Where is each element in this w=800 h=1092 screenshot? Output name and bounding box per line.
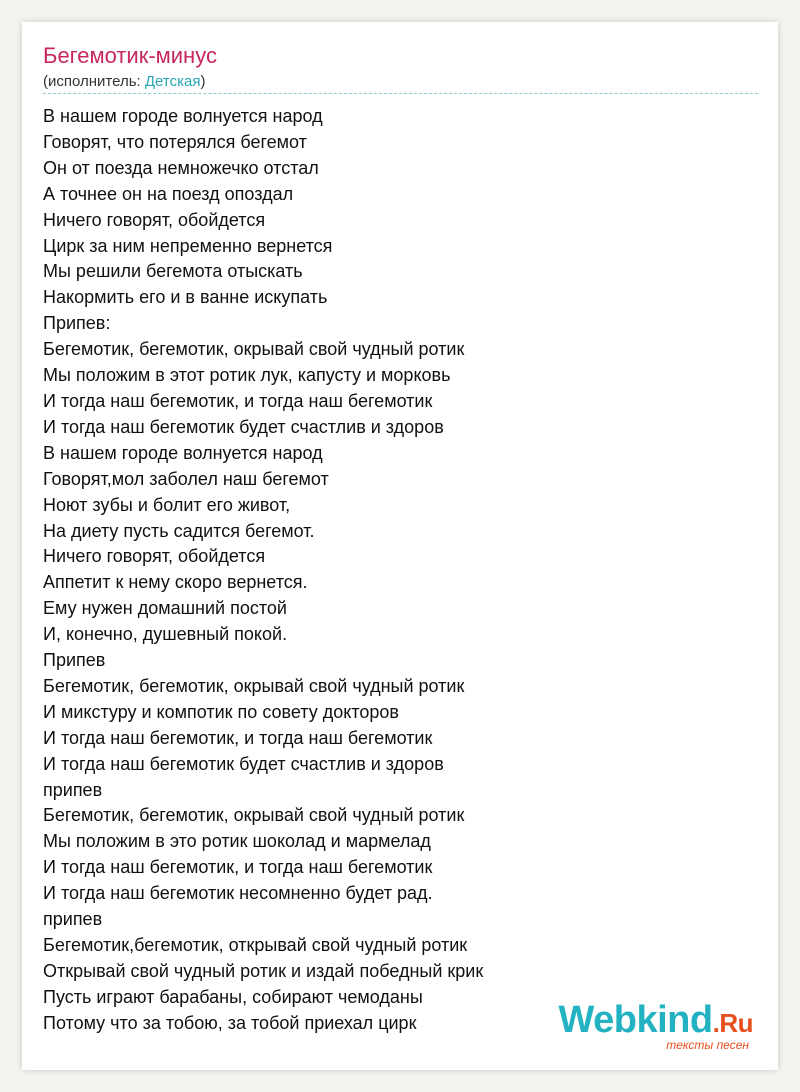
lyrics-list [43, 104, 483, 1037]
lyric-line: припев [43, 779, 103, 800]
lyric-line: Пусть играют барабаны, собирают чемоданы [43, 986, 423, 1007]
logo-wordmark [558, 1001, 753, 1042]
lyric-line: И тогда наш бегемотик, и тогда наш бегемотик [43, 727, 433, 748]
logo-tld: .Ru [712, 1008, 753, 1038]
lyric-line: В нашем городе волнуется народ [43, 106, 323, 126]
lyric-line: А точнее он на поезд опоздал [43, 183, 294, 204]
lyric-line: Ничего говорят, обойдется [43, 546, 266, 567]
lyric-line: И тогда наш бегемотик, и тогда наш бегемотик [43, 390, 433, 411]
artist-prefix: (исполнитель: [43, 73, 145, 90]
lyric-line: Мы положим в это ротик шоколад и мармелад [43, 831, 431, 852]
lyric-line: И тогда наш бегемотик, и тогда наш бегемотик [43, 857, 433, 878]
dashed-divider [43, 93, 758, 94]
lyric-line: Бегемотик,бегемотик, открывай свой чудный ротик [43, 935, 468, 955]
lyric-line: Открывай свой чудный ротик и издай победный крик [43, 960, 484, 981]
lyrics-card [22, 22, 778, 1070]
lyric-line: Накормить его и в ванне искупать [43, 287, 328, 308]
webkind-logo[interactable] [558, 1001, 753, 1052]
lyric-line: Мы решили бегемота отыскать [43, 261, 303, 282]
lyric-line: Ему нужен домашний постой [43, 598, 287, 619]
lyric-line: Ничего говорят, обойдется [43, 209, 266, 230]
lyric-line: Говорят,мол заболел наш бегемот [43, 468, 329, 489]
lyric-line: И, конечно, душевный покой. [43, 624, 288, 645]
lyric-line: Припев [43, 650, 106, 671]
lyric-line: Мы положим в этот ротик лук, капусту и морковь [43, 365, 451, 386]
lyric-line: Бегемотик, бегемотик, окрывай свой чудный ротик [43, 339, 465, 360]
lyric-line: Потому что за тобою, за тобой приехал цирк [43, 1012, 417, 1033]
lyric-line: Он от поезда немножечко отстал [43, 157, 319, 178]
song-title: Бегемотик-минус [43, 43, 217, 68]
lyric-line: Говорят, что потерялся бегемот [43, 131, 307, 152]
lyric-line: Припев: [43, 313, 111, 334]
lyric-line: Бегемотик, бегемотик, окрывай свой чудный ротик [43, 675, 465, 696]
lyric-line: И тогда наш бегемотик несомненно будет рад. [43, 883, 433, 904]
lyric-line: Цирк за ним непременно вернется [43, 235, 333, 256]
lyric-line: Бегемотик, бегемотик, окрывай свой чудный ротик [43, 805, 465, 826]
artist-line [43, 73, 205, 90]
lyric-line: На диету пусть садится бегемот. [43, 520, 315, 541]
lyric-line: И микстуру и компотик по совету докторов [43, 701, 399, 722]
artist-link[interactable]: Детская [144, 73, 201, 90]
lyric-line: Аппетит к нему скоро вернется. [43, 572, 308, 593]
lyric-line: припев [43, 909, 103, 930]
lyric-line: И тогда наш бегемотик будет счастлив и здоров [43, 416, 444, 437]
logo-name: Webkind [558, 999, 713, 1041]
lyric-line: И тогда наш бегемотик будет счастлив и здоров [43, 753, 444, 774]
logo-tagline: тексты песен [666, 1038, 749, 1052]
lyric-line: В нашем городе волнуется народ [43, 442, 323, 463]
artist-suffix: ) [200, 73, 206, 90]
lyric-line: Ноют зубы и болит его живот, [43, 494, 291, 515]
